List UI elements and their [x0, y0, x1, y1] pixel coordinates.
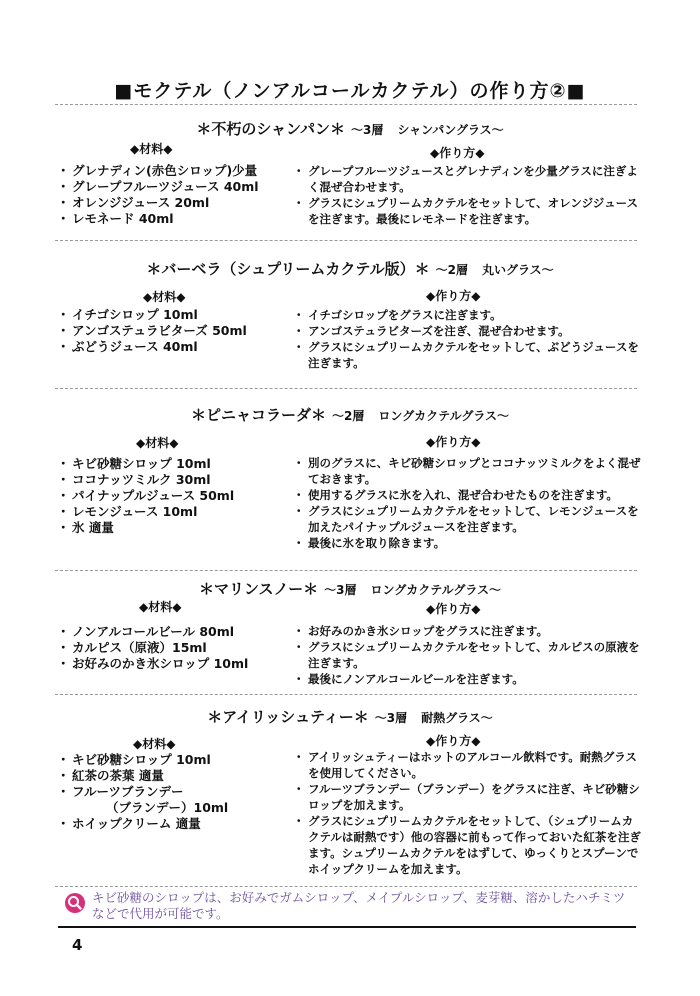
step-item: ・ グラスにシュプリームカクテルをセットして、カルピスの原液を注ぎます。: [296, 639, 641, 671]
steps-list: [296, 749, 641, 877]
ingredients-list: [60, 752, 228, 832]
ingredient-item: ・ イチゴシロップ 10ml: [60, 307, 247, 323]
divider: [55, 694, 637, 695]
note-text: キビ砂糖のシロップは、お好みでガムシロップ、メイプルシロップ、麦芽糖、溶かしたハチミツなどで代用が可能です。: [92, 890, 626, 921]
section-name: ＊ピニャコラーダ＊: [191, 406, 327, 424]
ingredient-item: ・ ぶどうジュース 40ml: [60, 339, 247, 355]
steps-header: ◆作り方◆: [426, 602, 481, 616]
ingredients-list: [60, 624, 248, 672]
step-item: ・ 最後にノンアルコールビールを注ぎます。: [296, 671, 641, 687]
step-item: ・ グレープフルーツジュースとグレナディンを少量グラスに注ぎよく混ぜ合わせます。: [296, 163, 641, 195]
ingredients-header: ◆材料◆: [133, 737, 176, 751]
magnifier-icon: [64, 892, 86, 914]
section-glass: 耐熱グラス～: [421, 711, 493, 725]
section-layers: ～2層: [435, 263, 469, 277]
step-item: ・ グラスにシュプリームカクテルをセットして、ぶどうジュースを注ぎます。: [296, 339, 641, 371]
steps-header: ◆作り方◆: [426, 289, 481, 303]
ingredient-item: ・ フルーツブランデー: [60, 784, 228, 800]
ingredient-item: ・ 氷 適量: [60, 520, 234, 536]
ingredient-item: ・ レモンジュース 10ml: [60, 504, 234, 520]
divider: [55, 104, 637, 105]
ingredient-item: ・ カルピス（原液）15ml: [60, 640, 248, 656]
step-item: ・ お好みのかき氷シロップをグラスに注ぎます。: [296, 623, 641, 639]
steps-header: ◆作り方◆: [430, 146, 485, 160]
step-item: ・ グラスにシュプリームカクテルをセットして、レモンジュースを加えたパイナップルジュースを注ぎます。: [296, 503, 641, 535]
ingredients-list: [60, 163, 259, 227]
ingredients-list: [60, 456, 234, 536]
ingredients-list: [60, 307, 247, 355]
step-item: ・ フルーツブランデー（ブランデー）をグラスに注ぎ、キビ砂糖シロップを加えます。: [296, 781, 641, 813]
section-title-5: [0, 706, 700, 727]
step-item: ・ 使用するグラスに氷を入れ、混ぜ合わせたものを注ぎます。: [296, 487, 641, 503]
ingredient-item: ・ グレープフルーツジュース 40ml: [60, 179, 259, 195]
ingredients-header: ◆材料◆: [136, 436, 179, 450]
ingredient-item: ・ キビ砂糖シロップ 10ml: [60, 752, 228, 768]
ingredient-item: ・ レモネード 40ml: [60, 211, 259, 227]
divider: [55, 886, 637, 887]
ingredients-header: ◆材料◆: [130, 142, 173, 156]
divider: [55, 240, 637, 241]
ingredient-item: ・ お好みのかき氷シロップ 10ml: [60, 656, 248, 672]
section-name: ＊アイリッシュティー＊: [207, 708, 369, 726]
page-number: 4: [72, 936, 83, 954]
section-layers: ～3層: [350, 123, 384, 137]
footer-rule: [58, 926, 636, 928]
section-glass: ロングカクテルグラス～: [370, 583, 502, 597]
section-glass: 丸いグラス～: [482, 263, 554, 277]
divider: [55, 388, 637, 389]
steps-header: ◆作り方◆: [426, 435, 481, 449]
section-title-2: [0, 258, 700, 279]
ingredient-item: ・ パイナップルジュース 50ml: [60, 488, 234, 504]
step-item: ・ アンゴステュラビターズを注ぎ、混ぜ合わせます。: [296, 323, 641, 339]
ingredient-item: ・ キビ砂糖シロップ 10ml: [60, 456, 234, 472]
step-item: ・ 最後に氷を取り除きます。: [296, 535, 641, 551]
section-layers: ～3層: [324, 583, 357, 597]
ingredient-item: ・ ホイップクリーム 適量: [60, 816, 228, 832]
section-layers: ～2層: [332, 409, 365, 423]
step-item: ・ アイリッシュティーはホットのアルコール飲料です。耐熱グラスを使用してください。: [296, 749, 641, 781]
page-title: ■モクテル（ノンアルコールカクテル）の作り方②■: [114, 80, 586, 102]
ingredient-item-continued: （ブランデー）10ml: [106, 800, 229, 815]
section-title-1: [0, 118, 700, 139]
section-glass: ロングカクテルグラス～: [378, 409, 509, 423]
ingredient-item: ・ オレンジジュース 20ml: [60, 195, 259, 211]
steps-list: [296, 623, 641, 687]
section-layers: ～3層: [374, 711, 408, 725]
section-title-3: [0, 404, 700, 425]
ingredient-item: ・ ノンアルコールビール 80ml: [60, 624, 248, 640]
section-glass: シャンパングラス～: [397, 123, 504, 137]
ingredient-item: ・ アンゴステュラビターズ 50ml: [60, 323, 247, 339]
steps-list: [296, 163, 641, 227]
step-item: ・ グラスにシュプリームカクテルをセットして、オレンジジュースを注ぎます。最後にレモネードを注ぎます。: [296, 195, 641, 227]
ingredient-item: ・ ココナッツミルク 30ml: [60, 472, 234, 488]
step-item: ・ イチゴシロップをグラスに注ぎます。: [296, 307, 641, 323]
section-name: ＊不朽のシャンパン＊: [196, 120, 345, 138]
ingredients-header: ◆材料◆: [139, 600, 182, 614]
steps-header: ◆作り方◆: [426, 734, 481, 748]
step-item: ・ グラスにシュプリームカクテルをセットして、（シュプリームカクテルは耐熱です）他の容器に前もって作っておいた紅茶を注ぎます。シュプリームカクテルをはずして、ゆっくりとスプーンでホイップクリームを加えます。: [296, 813, 641, 877]
section-name: ＊バーベラ（シュプリームカクテル版）＊: [146, 260, 430, 278]
ingredient-item: ・ 紅茶の茶葉 適量: [60, 768, 228, 784]
ingredient-item: ・ グレナディン(赤色シロップ)少量: [60, 163, 259, 179]
steps-list: [296, 455, 641, 551]
step-item: ・ 別のグラスに、キビ砂糖シロップとココナッツミルクをよく混ぜておきます。: [296, 455, 641, 487]
steps-list: [296, 307, 641, 371]
section-title-4: [0, 578, 700, 599]
section-name: ＊マリンスノー＊: [198, 580, 319, 598]
divider: [55, 570, 637, 571]
ingredients-header: ◆材料◆: [143, 290, 186, 304]
